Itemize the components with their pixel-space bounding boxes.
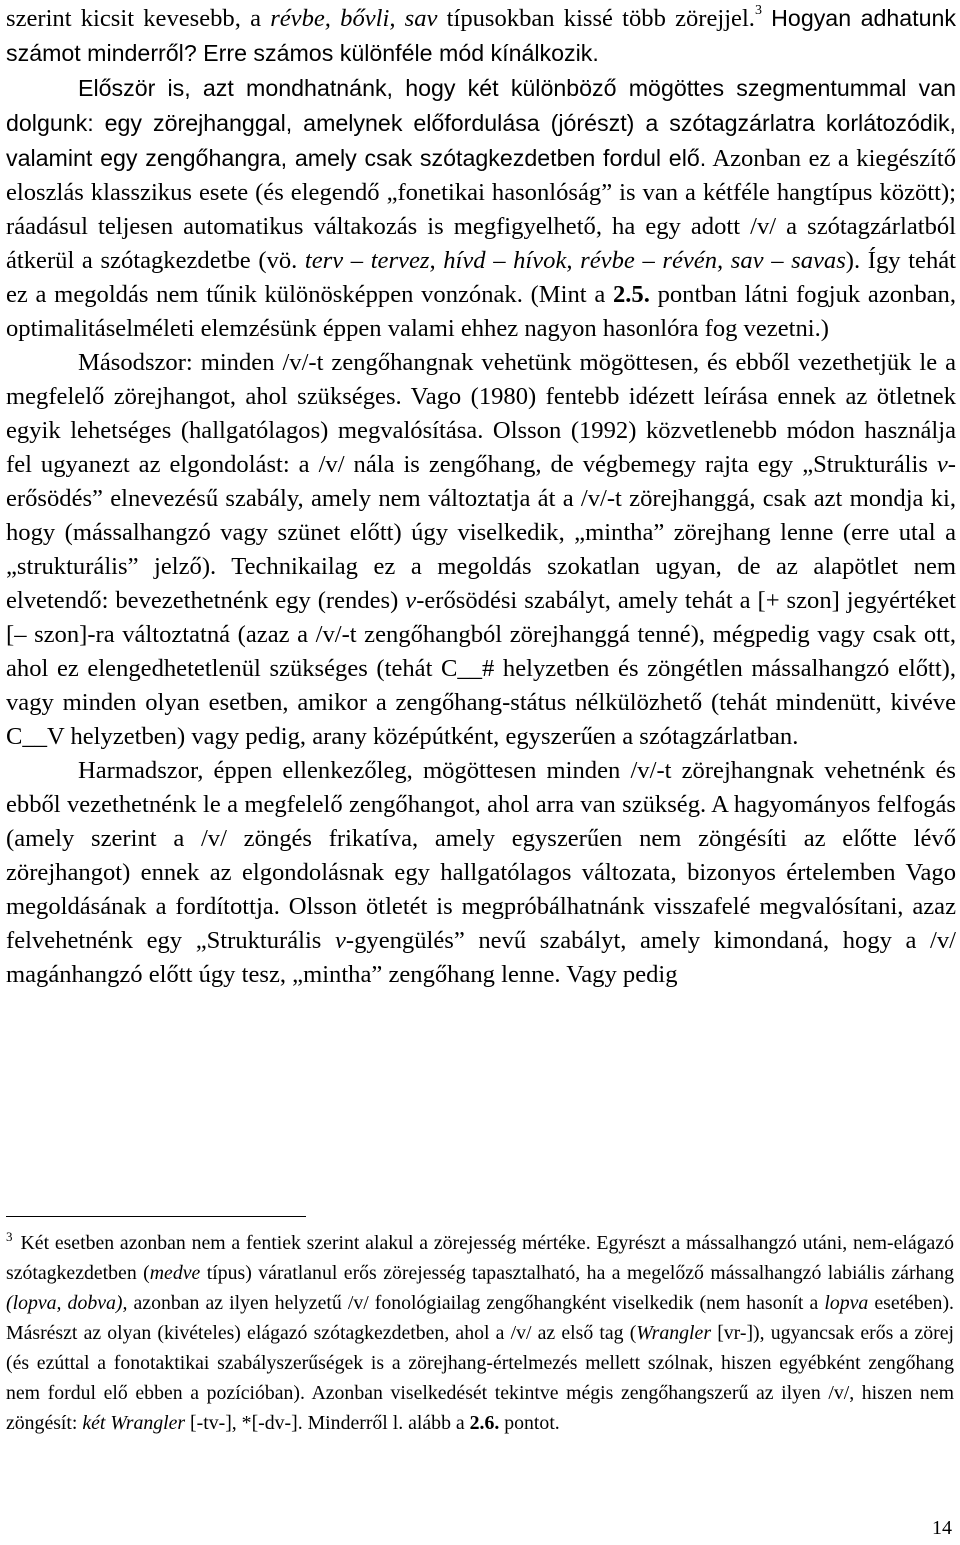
text-italic: v [936, 451, 948, 478]
paragraph [6, 754, 956, 992]
text-italic: két Wrangler [82, 1412, 186, 1434]
text-run: esetében). Másrészt az olyan (kivételes) elágazó szótagkezdetben, ahol a /v/ az első tag ( [6, 1292, 954, 1344]
text-run: -erősödés” elnevezésű szabály, amely nem változtatja át a /v/-t zörejhanggá, csak azt mondja ki, hogy (mássalhangzó vagy szünet előtt) úgy viselkedik, „mintha” zörejhang lenne (erre utal a „strukturális” jelző). Technikailag ez a megoldás szokatlan ugyan, de az alapötlet nem elvetendő: bevezethetnénk egy (rendes) [6, 451, 956, 614]
text-run: azonban az ilyen helyzetű /v/ fonológiailag zengőhangként viselkedik (nem hasonít a [127, 1292, 825, 1314]
text-italic: medve [149, 1262, 201, 1284]
body-text [6, 1, 956, 992]
text-italic: v [405, 587, 417, 614]
footnote-separator [6, 1216, 306, 1217]
text-run: [-tv-], *[-dv-]. Minderről l. alább a [185, 1412, 470, 1434]
text-run: ). Így tehát ez a megoldás nem tűnik különösképpen vonzónak. (Mint a [6, 247, 956, 308]
text-italic: Wrangler [636, 1322, 712, 1344]
text-run: Először is, azt mondhatnánk, hogy két különböző mögöttes szegmentummal van dolgunk: egy zörejhanggal, amelynek előfordulása (jórészt) a szótagzárlatra korlátozódik, valamint egy zengőhangra, amely csak szótagkezdetben fordul elő. [6, 75, 956, 171]
text-run: típus) váratlanul erős zörejesség tapasztalható, ha a megelőző mássalhangzó labiális zárhang [200, 1262, 954, 1284]
paragraph [6, 346, 956, 754]
text-run: A hagyományos felfogás (amely szerint a /v/ zöngés frikatíva, amely egyszerűen nem zöngésíti az előtte lévő zörejhangot) ennek az elgondolásnak egy hallgatólagos változata, bizonyos értelemben Vago megoldásának a fordítottja. Olsson ötletét is megpróbálhatnánk visszafelé megvalósítani, azaz felvehetnénk egy „Strukturális [6, 791, 956, 954]
text-run: -gyengülés” nevű szabályt, amely kimondaná, hogy a /v/ magánhangzó előtt úgy tesz, „mintha” zengőhang lenne. Vagy pedig [6, 927, 956, 988]
text-run: [vr-]), ugyancsak erős a zörej (és ezúttal a fonotaktikai szabályszerűségek is a zörejhang-értelmezés mellett szólnak, hiszen egyébként zengőhang nem fordul elő ebben a pozícióban). Azonban viselkedését tekintve mégis zengőhangszerű az ilyen /v/, hiszen nem zöngésít: [6, 1322, 954, 1434]
text-bold: 2.6. [469, 1412, 500, 1434]
text-run: típusokban kissé több zörejjel. [437, 5, 755, 32]
text-italic: v [334, 927, 346, 954]
text-italic: lopva [824, 1292, 869, 1314]
text-run: Hogyan adhatunk számot minderről? Erre számos különféle mód kínálkozik. [6, 5, 956, 66]
text-italic: révbe, bővli, sav [270, 5, 438, 32]
footnote-3 [6, 1228, 954, 1438]
text-italic: (lopva, dobva), [6, 1292, 128, 1314]
text-run: Vago (1980) fentebb idézett leírása ennek az ötletnek egyik lehetséges (hallgatólagos) megvalósítása. Olsson (1992) közvetlenebb módon használja fel ugyanezt az elgondolást: a /v/ nála is zengőhang, de végbemegy rajta egy „Strukturális [6, 383, 956, 478]
text-run: Azonban ez a kiegészítő eloszlás klasszikus esete (és elegendő „fonetikai hasonlóság” is van a kétféle hangtípus között); ráadásul teljesen automatikus váltakozás is megfigyelhető, ha egy adott /v/ a szótagzárlatból átkerül a szótagkezdetbe (vö. [6, 145, 956, 274]
footnote-reference: 3 [754, 2, 762, 18]
text-run: Két esetben azonban nem a fentiek szerint alakul a zörejesség mértéke. Egyrészt a mássalhangzó utáni, nem-elágazó szótagkezdetben ( [6, 1232, 954, 1284]
text-run: pontban látni fogjuk azonban, optimalitáselméleti elemzésünk éppen valami ehhez nagyon hasonlóra fog vezetni.) [6, 281, 956, 342]
text-run: szerint kicsit kevesebb, a [6, 5, 271, 32]
page-number: 14 [932, 1517, 952, 1539]
text-italic: terv – tervez, hívd – hívok, révbe – révén, sav – savas [304, 247, 846, 274]
text-run: -erősödési szabályt, amely tehát a [+ szon] jegyértéket [– szon]-ra változtatná (azaz a /v/-t zengőhangból zörejhanggá tenné), mégpedig vagy csak ott, ahol ez elengedhetetlenül szükséges (tehát C__# helyzetben és zöngétlen mássalhangzó előtt), vagy minden olyan esetben, amikor a zengőhang-státus nélkülözhető (tehát mindenütt, kivéve C__V helyzetben) vagy pedig, arany középútként, egyszerűen a szótagzárlatban. [6, 587, 957, 750]
text-bold: 2.5. [612, 281, 650, 308]
paragraph [6, 71, 956, 346]
text-run [762, 5, 771, 32]
paragraph [6, 1, 956, 71]
text-run: pontot. [499, 1412, 560, 1434]
footnote-marker: 3 [6, 1229, 13, 1245]
text-run: Harmadszor, éppen ellenkezőleg, mögöttesen minden /v/-t zörejhangnak vehetnénk és ebből vezethetnénk le a megfelelő zengőhangot, ahol arra van szükség. [6, 757, 956, 818]
text-run: Másodszor: minden /v/-t zengőhangnak vehetünk mögöttesen, és ebből vezethetjük le a megfelelő zörejhangot, ahol szükséges. [6, 349, 956, 410]
